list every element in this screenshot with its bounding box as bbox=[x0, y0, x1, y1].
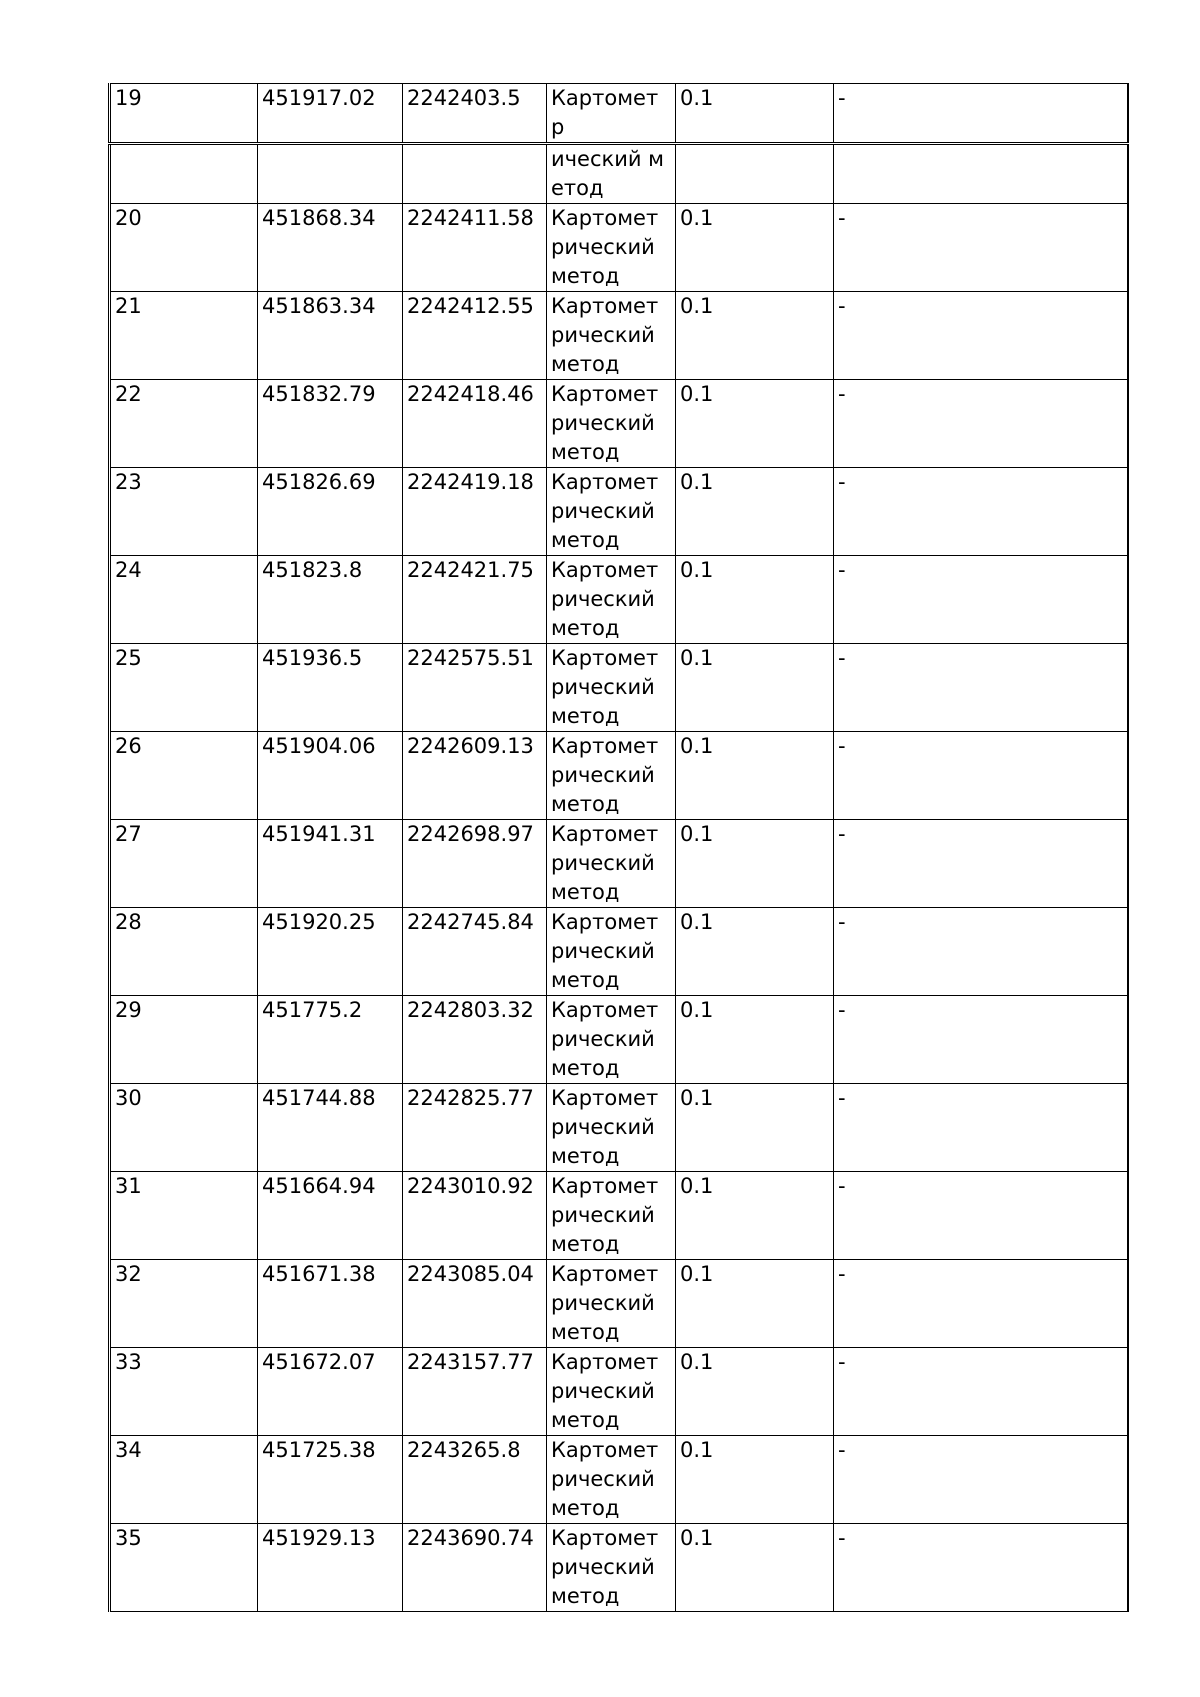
description-cell: - bbox=[834, 996, 1128, 1084]
point-number-cell: 20 bbox=[110, 204, 258, 292]
table-row-continuation bbox=[110, 144, 1128, 204]
table-row bbox=[110, 1524, 1128, 1612]
method-cell: Картометрический метод bbox=[547, 908, 676, 996]
description-cell bbox=[834, 144, 1128, 204]
accuracy-cell: 0.1 bbox=[676, 468, 834, 556]
method-cell: Картометрический метод bbox=[547, 556, 676, 644]
table-row bbox=[110, 556, 1128, 644]
table-row bbox=[110, 1084, 1128, 1172]
y-coordinate-cell: 2242575.51 bbox=[403, 644, 547, 732]
point-number-cell bbox=[110, 144, 258, 204]
point-number-cell: 26 bbox=[110, 732, 258, 820]
table-row bbox=[110, 1172, 1128, 1260]
method-cell: Картометрический метод bbox=[547, 1172, 676, 1260]
description-cell: - bbox=[834, 644, 1128, 732]
x-coordinate-cell: 451664.94 bbox=[258, 1172, 403, 1260]
accuracy-cell: 0.1 bbox=[676, 556, 834, 644]
method-cell: Картометрический метод bbox=[547, 468, 676, 556]
description-cell: - bbox=[834, 820, 1128, 908]
y-coordinate-cell: 2242418.46 bbox=[403, 380, 547, 468]
x-coordinate-cell: 451775.2 bbox=[258, 996, 403, 1084]
description-cell: - bbox=[834, 1348, 1128, 1436]
y-coordinate-cell bbox=[403, 144, 547, 204]
description-cell: - bbox=[834, 908, 1128, 996]
accuracy-cell: 0.1 bbox=[676, 908, 834, 996]
point-number-cell: 34 bbox=[110, 1436, 258, 1524]
method-cell: Картометрический метод bbox=[547, 1084, 676, 1172]
accuracy-cell: 0.1 bbox=[676, 292, 834, 380]
description-cell: - bbox=[834, 380, 1128, 468]
y-coordinate-cell: 2242419.18 bbox=[403, 468, 547, 556]
y-coordinate-cell: 2243157.77 bbox=[403, 1348, 547, 1436]
description-cell: - bbox=[834, 1436, 1128, 1524]
method-cell: Картометрический метод bbox=[547, 996, 676, 1084]
table-row bbox=[110, 820, 1128, 908]
table-row bbox=[110, 1348, 1128, 1436]
x-coordinate-cell bbox=[258, 144, 403, 204]
description-cell: - bbox=[834, 468, 1128, 556]
y-coordinate-cell: 2242745.84 bbox=[403, 908, 547, 996]
coordinates-table bbox=[108, 83, 1129, 1612]
table-row bbox=[110, 908, 1128, 996]
x-coordinate-cell: 451920.25 bbox=[258, 908, 403, 996]
method-cell: ический метод bbox=[547, 144, 676, 204]
point-number-cell: 30 bbox=[110, 1084, 258, 1172]
table-row bbox=[110, 468, 1128, 556]
x-coordinate-cell: 451826.69 bbox=[258, 468, 403, 556]
point-number-cell: 19 bbox=[110, 84, 258, 144]
coordinates-table-body bbox=[110, 84, 1128, 1612]
method-cell: Картометрический метод bbox=[547, 204, 676, 292]
y-coordinate-cell: 2242411.58 bbox=[403, 204, 547, 292]
accuracy-cell bbox=[676, 144, 834, 204]
y-coordinate-cell: 2242412.55 bbox=[403, 292, 547, 380]
method-cell: Картометрический метод bbox=[547, 1260, 676, 1348]
y-coordinate-cell: 2243085.04 bbox=[403, 1260, 547, 1348]
accuracy-cell: 0.1 bbox=[676, 996, 834, 1084]
accuracy-cell: 0.1 bbox=[676, 1436, 834, 1524]
table-row bbox=[110, 84, 1128, 144]
accuracy-cell: 0.1 bbox=[676, 1084, 834, 1172]
y-coordinate-cell: 2242825.77 bbox=[403, 1084, 547, 1172]
accuracy-cell: 0.1 bbox=[676, 380, 834, 468]
description-cell: - bbox=[834, 1172, 1128, 1260]
point-number-cell: 28 bbox=[110, 908, 258, 996]
x-coordinate-cell: 451823.8 bbox=[258, 556, 403, 644]
description-cell: - bbox=[834, 1260, 1128, 1348]
table-row bbox=[110, 996, 1128, 1084]
y-coordinate-cell: 2243265.8 bbox=[403, 1436, 547, 1524]
accuracy-cell: 0.1 bbox=[676, 820, 834, 908]
x-coordinate-cell: 451941.31 bbox=[258, 820, 403, 908]
table-row bbox=[110, 644, 1128, 732]
description-cell: - bbox=[834, 732, 1128, 820]
y-coordinate-cell: 2242403.5 bbox=[403, 84, 547, 144]
method-cell: Картометрический метод bbox=[547, 1436, 676, 1524]
x-coordinate-cell: 451671.38 bbox=[258, 1260, 403, 1348]
method-cell: Картометрический метод bbox=[547, 1524, 676, 1612]
accuracy-cell: 0.1 bbox=[676, 1172, 834, 1260]
point-number-cell: 23 bbox=[110, 468, 258, 556]
y-coordinate-cell: 2242609.13 bbox=[403, 732, 547, 820]
method-cell: Картометр bbox=[547, 84, 676, 144]
x-coordinate-cell: 451832.79 bbox=[258, 380, 403, 468]
method-cell: Картометрический метод bbox=[547, 380, 676, 468]
method-cell: Картометрический метод bbox=[547, 820, 676, 908]
accuracy-cell: 0.1 bbox=[676, 204, 834, 292]
x-coordinate-cell: 451672.07 bbox=[258, 1348, 403, 1436]
x-coordinate-cell: 451725.38 bbox=[258, 1436, 403, 1524]
accuracy-cell: 0.1 bbox=[676, 1260, 834, 1348]
x-coordinate-cell: 451863.34 bbox=[258, 292, 403, 380]
point-number-cell: 35 bbox=[110, 1524, 258, 1612]
y-coordinate-cell: 2242698.97 bbox=[403, 820, 547, 908]
table-row bbox=[110, 732, 1128, 820]
point-number-cell: 27 bbox=[110, 820, 258, 908]
table-row bbox=[110, 204, 1128, 292]
point-number-cell: 32 bbox=[110, 1260, 258, 1348]
point-number-cell: 21 bbox=[110, 292, 258, 380]
table-row bbox=[110, 380, 1128, 468]
point-number-cell: 24 bbox=[110, 556, 258, 644]
accuracy-cell: 0.1 bbox=[676, 1348, 834, 1436]
x-coordinate-cell: 451917.02 bbox=[258, 84, 403, 144]
y-coordinate-cell: 2243010.92 bbox=[403, 1172, 547, 1260]
table-row bbox=[110, 1436, 1128, 1524]
point-number-cell: 22 bbox=[110, 380, 258, 468]
method-cell: Картометрический метод bbox=[547, 732, 676, 820]
x-coordinate-cell: 451929.13 bbox=[258, 1524, 403, 1612]
description-cell: - bbox=[834, 84, 1128, 144]
y-coordinate-cell: 2243690.74 bbox=[403, 1524, 547, 1612]
table-row bbox=[110, 1260, 1128, 1348]
accuracy-cell: 0.1 bbox=[676, 84, 834, 144]
table-row bbox=[110, 292, 1128, 380]
x-coordinate-cell: 451868.34 bbox=[258, 204, 403, 292]
accuracy-cell: 0.1 bbox=[676, 644, 834, 732]
method-cell: Картометрический метод bbox=[547, 292, 676, 380]
method-cell: Картометрический метод bbox=[547, 1348, 676, 1436]
accuracy-cell: 0.1 bbox=[676, 1524, 834, 1612]
x-coordinate-cell: 451904.06 bbox=[258, 732, 403, 820]
description-cell: - bbox=[834, 204, 1128, 292]
description-cell: - bbox=[834, 1524, 1128, 1612]
point-number-cell: 31 bbox=[110, 1172, 258, 1260]
x-coordinate-cell: 451936.5 bbox=[258, 644, 403, 732]
point-number-cell: 25 bbox=[110, 644, 258, 732]
point-number-cell: 29 bbox=[110, 996, 258, 1084]
accuracy-cell: 0.1 bbox=[676, 732, 834, 820]
y-coordinate-cell: 2242421.75 bbox=[403, 556, 547, 644]
description-cell: - bbox=[834, 1084, 1128, 1172]
x-coordinate-cell: 451744.88 bbox=[258, 1084, 403, 1172]
description-cell: - bbox=[834, 292, 1128, 380]
method-cell: Картометрический метод bbox=[547, 644, 676, 732]
y-coordinate-cell: 2242803.32 bbox=[403, 996, 547, 1084]
point-number-cell: 33 bbox=[110, 1348, 258, 1436]
description-cell: - bbox=[834, 556, 1128, 644]
